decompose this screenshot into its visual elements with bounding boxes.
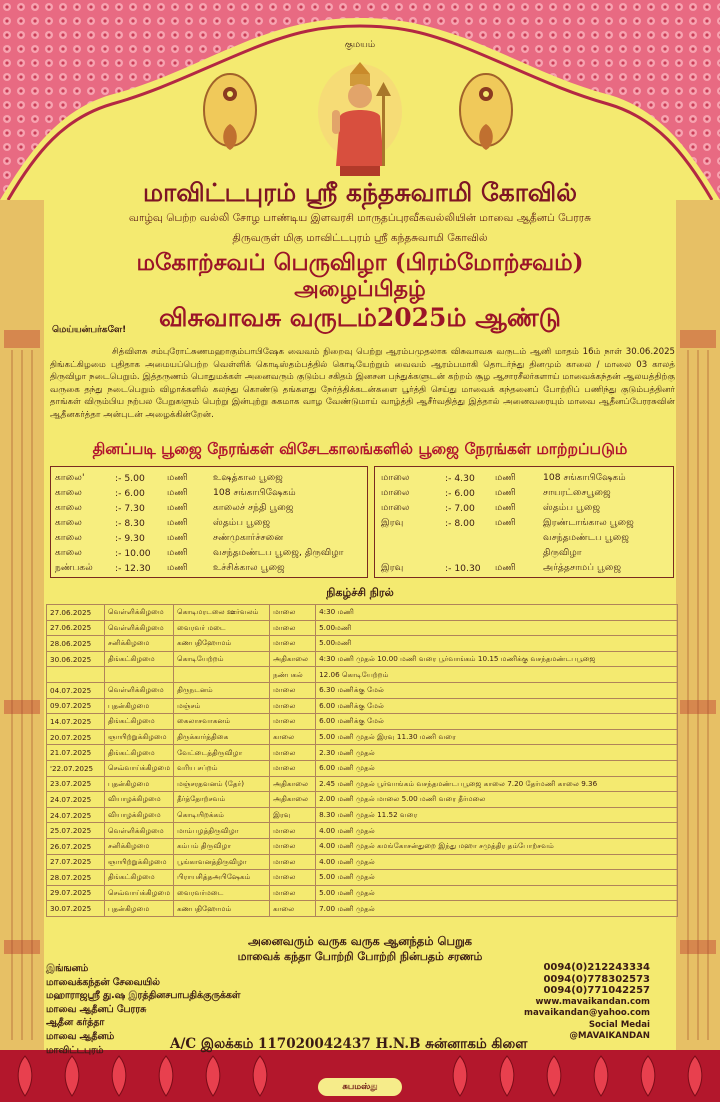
program-event: கொடியேற்றம் [174,651,270,667]
closing-line-1: அனைவரும் வருக வருக ஆனந்தம் பெறுக [247,934,473,948]
pooja-row: மாலை :- 6.00 மணி சாயரட்சைபூஜை [381,487,611,499]
pooja-row: நண்பகல் :- 12.30 மணி உச்சிக்கால பூஜை [55,562,285,574]
program-day: திங்கட்கிழமை [105,651,174,667]
program-time: 8.30 மணி முதல் 11.52 வரை [316,807,678,823]
program-session: மாலை [270,682,316,698]
program-date: 30.06.2025 [47,651,105,667]
subtitle-line-2: திருவருள் மிகு மாவிட்டபுரம் ஸ்ரீ கந்தசுவாமி கோவில் [232,232,488,244]
program-date: 27.06.2025 [47,605,105,621]
email-link[interactable]: mavaikandan@yahoo.com [524,1008,650,1018]
pooja-row: வசந்தமண்டப பூஜை [543,532,630,544]
program-row [47,823,678,839]
program-date: 21.07.2025 [47,745,105,761]
program-day: செவ்வாய்க்கிழமை [105,760,174,776]
program-date: 23.07.2025 [47,776,105,792]
program-date: 20.07.2025 [47,729,105,745]
peacock-right-icon [452,64,520,156]
program-row [47,885,678,901]
program-time: 4:30 மணி [316,605,678,621]
program-date: 27.07.2025 [47,854,105,870]
program-day: புதன்கிழமை [105,776,174,792]
program-event: பிராயசித்தஅபிஷேகம் [174,870,270,886]
program-event: கணபதிஹோமம் [174,901,270,917]
program-session: மாலை [270,745,316,761]
program-event: கொடிமரடலை ஊர்வலம் [174,605,270,621]
program-event: மாம்பழத்திருவிழா [174,823,270,839]
program-date: 24.07.2025 [47,792,105,808]
program-date: 29.07.2025 [47,885,105,901]
pooja-row: மாலை :- 7.00 மணி ஸ்தம்ப பூஜை [381,502,601,514]
program-heading: நிகழ்ச்சி நிரல் [326,586,394,599]
invitation-title: அழைப்பிதழ் [294,276,426,302]
program-session: இரவு [270,807,316,823]
program-session: அதிகாலை [270,651,316,667]
program-event: மஞ்சம் [174,698,270,714]
program-day: ஞாயிற்றுக்கிழமை [105,854,174,870]
program-row [47,729,678,745]
program-row [47,838,678,854]
program-day: வியாழக்கிழமை [105,792,174,808]
program-event: வைரவர் மடை [174,620,270,636]
program-row [47,682,678,698]
program-row [47,901,678,917]
pooja-row: காலை :- 7.30 மணி காலைச் சந்தி பூஜை [55,502,294,514]
program-day: திங்கட்கிழமை [105,714,174,730]
address-line: மாவை ஆதீனம் [46,1030,115,1042]
festival-title: மகோற்சவப் பெருவிழா (பிரம்மோற்சவம்) [136,249,584,276]
program-session: மாலை [270,854,316,870]
program-session: காலை [270,729,316,745]
pooja-evening-table [374,466,674,578]
program-time: 5.00 மணி முதல் [316,885,678,901]
program-row [47,651,678,667]
program-row [47,714,678,730]
program-date: 04.07.2025 [47,682,105,698]
program-time: 5.00மணி [316,636,678,652]
phone-number: 0094(0)778302573 [543,973,650,985]
address-line: மஹாராஜஸ்ரீ து.ஷ இரத்தினசபாபதிக்குருக்கள் [46,990,241,1002]
program-time: 5.00மணி [316,620,678,636]
program-event: வேட்டைத்திருவிழா [174,745,270,761]
program-row [47,745,678,761]
program-day: வெள்ளிக்கிழமை [105,620,174,636]
program-event: வைரவர்மடை [174,885,270,901]
program-event: திருநடனம் [174,682,270,698]
program-time: 5.00 மணி முதல் இரவு 11.30 மணி வரை [316,729,678,745]
subhamastu-badge: சுபமஸ்து [318,1078,402,1096]
program-event: கொடியிறக்கம் [174,807,270,823]
address-line: இங்ஙனம் [46,963,89,974]
program-event: திருக்கார்த்திகை [174,729,270,745]
program-time: 7.00 மணி முதல் [316,901,678,917]
phone-number: 0094(0)771042257 [543,985,650,996]
pooja-morning-table [50,466,368,578]
pooja-row: இரவு :- 10.30 மணி அர்த்தசாமப் பூஜை [381,562,622,574]
program-row [47,807,678,823]
program-day: வெள்ளிக்கிழமை [105,682,174,698]
lord-murugan-image [310,62,410,178]
contact-details [524,962,650,1043]
address-line: ஆதீன கர்த்தா [46,1017,105,1029]
social-handle: @MAVAIKANDAN [569,1031,650,1041]
program-row [47,620,678,636]
program-session: மாலை [270,823,316,839]
program-event: பூங்காவனத்திருவிழா [174,854,270,870]
program-day: சனிக்கிழமை [105,636,174,652]
peacock-left-icon [196,64,264,156]
program-event: தீர்த்தோற்சவம் [174,792,270,808]
program-time: 4.00 மணி முதல் [316,823,678,839]
program-row [47,667,678,683]
program-session: மாலை [270,760,316,776]
program-date: 28.06.2025 [47,636,105,652]
kumaram-label: குமயம் [344,40,376,50]
program-event: கணபதிஹோமம் [174,636,270,652]
program-row [47,792,678,808]
program-session: மாலை [270,714,316,730]
program-session: மாலை [270,620,316,636]
program-time: 6.00 மணிக்கு மேல் [316,714,678,730]
program-date: 24.07.2025 [47,807,105,823]
program-session: மாலை [270,838,316,854]
program-date: 30.07.2025 [47,901,105,917]
program-day: புதன்கிழமை [105,901,174,917]
address-line: மாவிட்டபுரம் [46,1044,104,1056]
program-time: 4.00 மணி முதல் [316,854,678,870]
program-session: மாலை [270,885,316,901]
program-day: சனிக்கிழமை [105,838,174,854]
program-session: காலை [270,901,316,917]
pooja-row: மாலை :- 4.30 மணி 108 சங்காபிஷேகம் [381,472,626,484]
pooja-row: காலை :- 8.30 மணி ஸ்தம்ப பூஜை [55,517,271,529]
program-session: மாலை [270,698,316,714]
program-day: ஞாயிற்றுக்கிழமை [105,729,174,745]
program-time: 2.45 மணி முதல் பூர்வாங்கம் வசந்தமண்டபபூஜை காலை 7.20 தேர்மணி காலை 9.36 [316,776,678,792]
bank-account: A/C இலக்கம் 11702004243​7 H.N.B சுன்னாகம் கிளை [170,1036,528,1052]
program-day: வெள்ளிக்கிழமை [105,605,174,621]
pooja-row: திருவிழா [543,547,582,559]
program-event: கம்பம் திருவிழா [174,838,270,854]
pooja-times-banner: தினப்படி பூஜை நேரங்கள் விசேடகாலங்களில் பூஜை நேரங்கள் மாற்றப்படும் [92,440,628,458]
program-time: 6.30 மணிக்கு மேல் [316,682,678,698]
program-time: 12.06 கொடியேற்றம் [316,667,678,683]
program-day: திங்கட்கிழமை [105,745,174,761]
phone-number: 0094(0)212243334 [543,962,650,973]
invitation-paragraph: சித்விளசு சம்புரோட்சுணமஹாகும்பாபிஷேக வைவம் நிறைவு பெற்று ஆரம்பமுதலாக விசுவாவசு வருடம் ஆனி மாதம் 16ம் நாள் 30.06.2025 திங்கட்கிழமை புதிதாக அமையப்பெற்ற வெள்ளிக் கொடிஸ்தம்பத்தில் கொடியேற்றும் வைவம் ஆரம்பமாகி தொடர்ந்து தினமும் காலை / மாலை 03 காலத் திருவிழா நடைபெறும். இத்தருணம் பொதுமக்கள் அனைவரும் குடும்ப சகிதம் இனசன பந்துக்களுடன் கற்றம் சூழ ஆசாரசீலர்களாய் மாவைக்கந்தன் ஆலயத்திற்கு வருகை தந்து நடைபெறும் விழாக்களில் கலந்து கொண்டு தங்களது நேர்த்திக்கடன்களை பூர்த்தி செய்து மாவைக் கந்தனைப் போற்றிப் பணிந்து குடும்பத்தினர் தாங்கள் விரும்பிய நற்பல பேறுகளும் பெற்று இன்புற்று சுகமாக வாழ வேண்டுமாய் வாழ்த்தி ஆசீர்வதித்து இத்தால் அனைவரையும் மாவை ஆதீனப்பேரரசுவின் ஆதீனகர்த்தா அன்புடன் அழைக்கின்றேன். [50,347,675,420]
temple-title: மாவிட்டபுரம் ஸ்ரீ கந்தசுவாமி கோவில் [143,178,577,207]
program-event: கைலாசவாகனம் [174,714,270,730]
website-link[interactable]: www.mavaikandan.com [535,996,650,1007]
program-day: வெள்ளிக்கிழமை [105,823,174,839]
program-date: 28.07.2025 [47,870,105,886]
social-media-label: Social Medai [588,1019,650,1030]
year-title: விசுவாவசு வருடம்2025ம் ஆண்டு [159,303,561,332]
program-time: 2.00 மணி முதல் மாலை 5.00 மணி வரை தீர்மலை [316,792,678,808]
program-time: 4:30 மணி முதல் 10.00 மணி வரை பூர்வாங்கம் 10.15 மணிக்கு வசந்தமண்டபபூஜை [316,651,678,667]
program-day: செவ்வாய்க்கிழமை [105,885,174,901]
program-row [47,636,678,652]
program-session: மாலை [270,636,316,652]
closing-line-2: மாவைக் கந்தா போற்றி போற்றி நின்பதம் சரணம் [237,950,483,963]
program-session: மாலை [270,605,316,621]
address-line: மாவை ஆதீனப் பேரரசு [46,1003,147,1015]
pooja-row: காலை :- 10.00 மணி வசந்தமண்டப பூஜை, திருவிழா [55,547,344,559]
program-row [47,870,678,886]
program-row [47,605,678,621]
program-date: '22.07.2025 [47,760,105,776]
program-day: வியாழக்கிழமை [105,807,174,823]
program-event: வரிய சப்றம் [174,760,270,776]
address-line: மாவைக்கந்தன் சேவையில் [46,976,160,988]
program-time: 5.00 மணி முதல் [316,870,678,886]
pooja-row: இரவு :- 8.00 மணி இரண்டாங்கால பூஜை [381,517,634,529]
program-row [47,854,678,870]
program-date: 27.06.2025 [47,620,105,636]
program-table [46,604,678,917]
program-time: 4.00 மணி முதல் கமங்கோசன்துறை இந்து மஹா சமுத்திர தம்போற்சவம் [316,838,678,854]
program-row [47,776,678,792]
program-event: மஞ்சரதவனம் (தேர்) [174,776,270,792]
program-session: மாலை [270,870,316,886]
program-session: அதிகாலை [270,792,316,808]
program-date: 25.07.2025 [47,823,105,839]
greeting: மெய்யன்பர்களே! [52,325,127,335]
pooja-row: காலை' :- 5.00 மணி உஷத்கால பூஜை [55,472,283,484]
subtitle-line-1: வாழ்வு பெற்ற வல்லி சோழ பாண்டிய இளவரசி மாருதப்புரவீகவல்லியின் மாவை ஆதீனப் பேரரசு [128,212,592,224]
program-time: 6.00 மணி முதல் [316,760,678,776]
program-day: திங்கட்கிழமை [105,870,174,886]
program-date: 09.07.2025 [47,698,105,714]
program-date: 14.07.2025 [47,714,105,730]
program-session: நண்பகல் [270,667,316,683]
pooja-row: காலை :- 9.30 மணி சண்முகார்ச்சனை [55,532,284,544]
program-time: 6.00 மணிக்கு மேல் [316,698,678,714]
program-time: 2.30 மணி முதல் [316,745,678,761]
pooja-row: காலை :- 6.00 மணி 108 சங்காபிஷேகம் [55,487,296,499]
program-session: அதிகாலை [270,776,316,792]
program-date: 26.07.2025 [47,838,105,854]
program-row [47,760,678,776]
program-day: புதன்கிழமை [105,698,174,714]
program-row [47,698,678,714]
